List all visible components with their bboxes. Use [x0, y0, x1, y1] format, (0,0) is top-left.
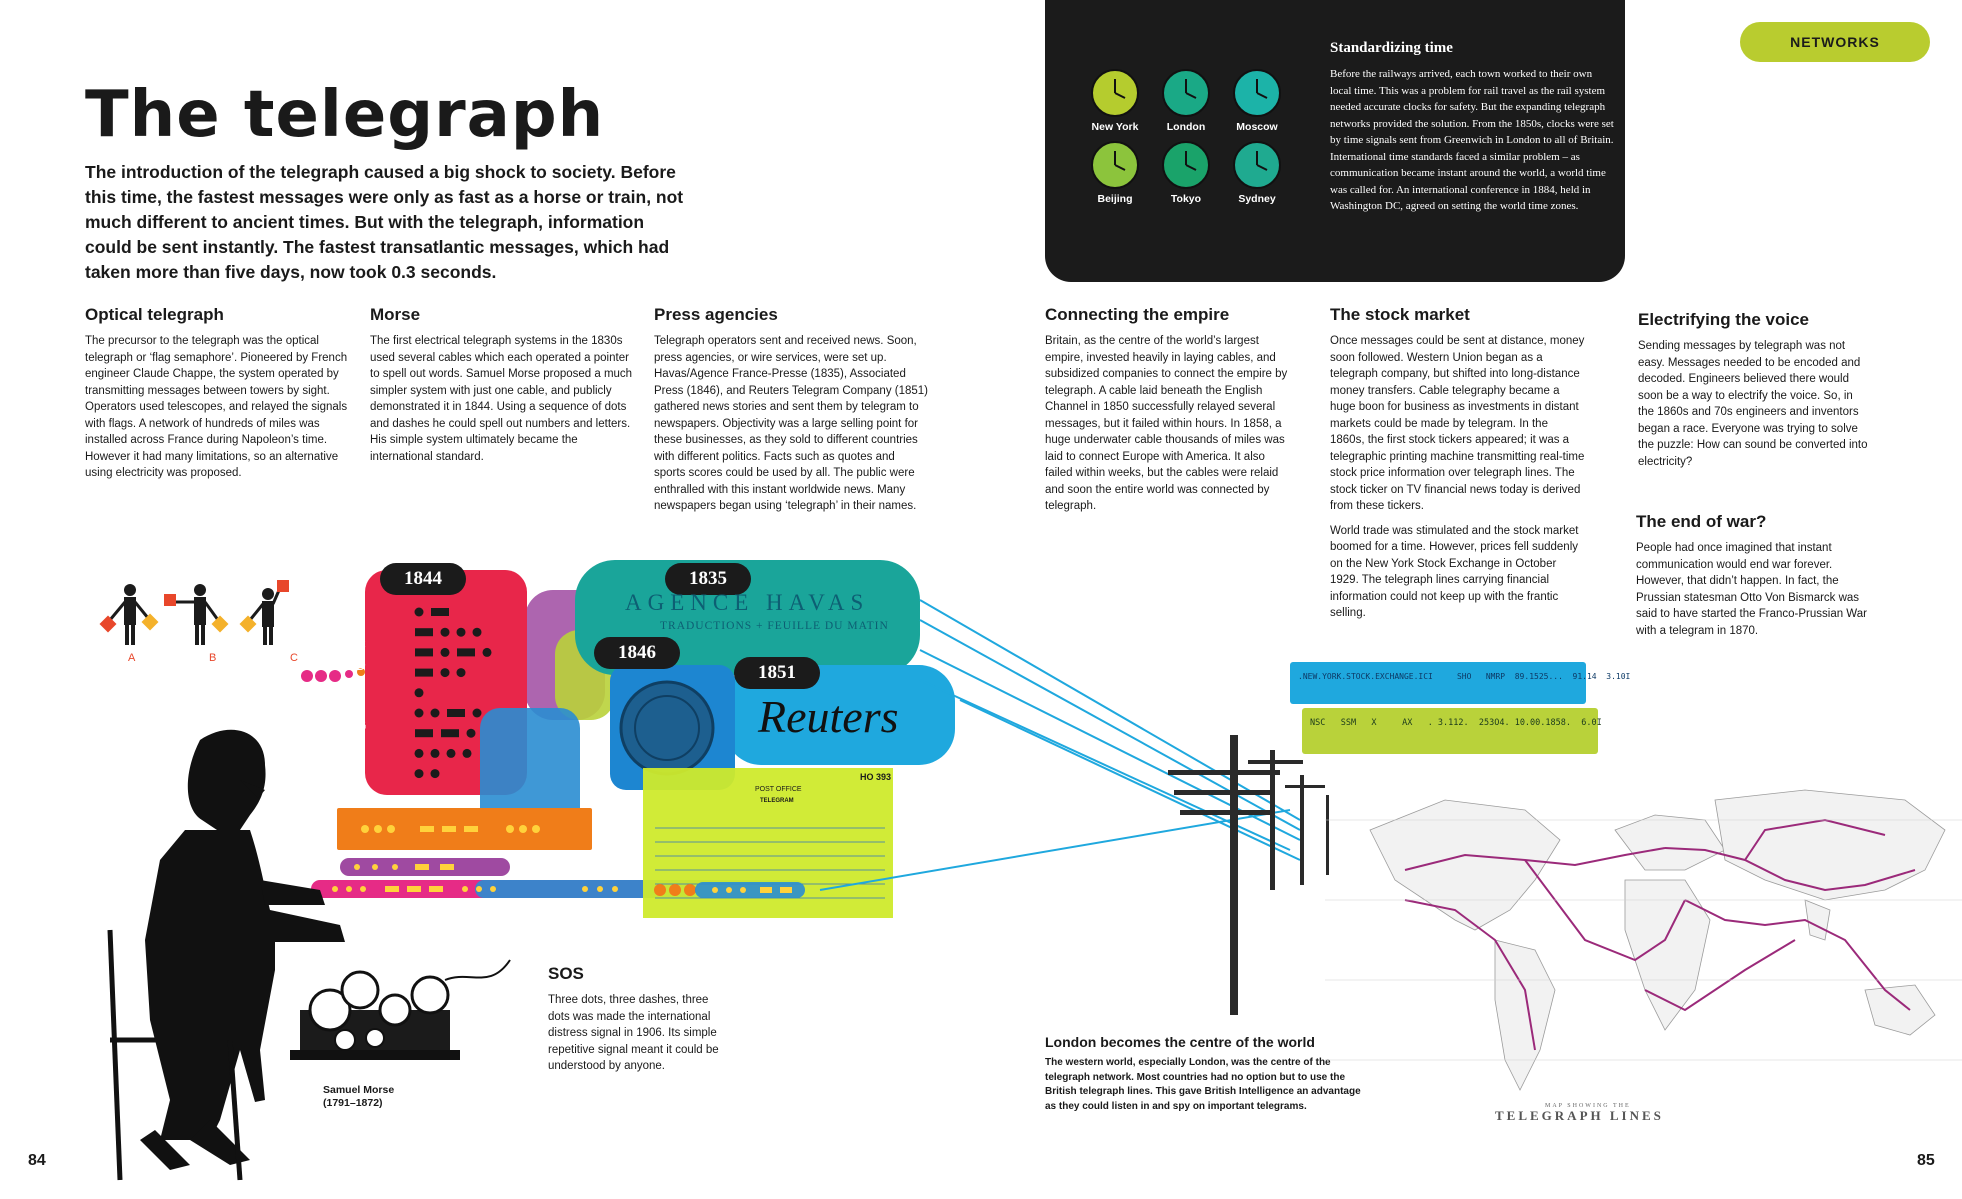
caption-name: Samuel Morse [323, 1084, 395, 1096]
section-morse [370, 305, 635, 465]
section-text: Three dots, three dashes, three dots was made the international distress signal in 1906. Its simple repetitive signal meant it could be understood by anyone. [548, 994, 719, 1072]
morse-dot [441, 648, 450, 657]
caption-title: London becomes the centre of the world [1045, 1034, 1315, 1050]
clock-icon [1161, 68, 1211, 118]
section-text: People had once imagined that instant communication would end war forever. However, that didn’t happen. In fact, the Prussian statesman Otto Von Bismarck was said to have started the Franco-Prussian War with a telegram in 1870. [1636, 542, 1867, 637]
clock-icon [1161, 140, 1211, 190]
year-1844-badge: 1844 [380, 563, 466, 595]
section-press-agencies [654, 305, 929, 515]
caption-dates: (1791–1872) [323, 1097, 383, 1109]
clock-london [1151, 68, 1221, 133]
morse-dash [415, 669, 433, 677]
map-label-small: MAP SHOWING THE [1545, 1103, 1631, 1109]
morse-letter: I [355, 757, 360, 775]
morse-dot [457, 668, 466, 677]
year-1846-badge: 1846 [594, 637, 680, 669]
telegram-label: TELEGRAM [760, 798, 794, 804]
section-text: Sending messages by telegraph was not easy. Messages needed to be encoded and decoded. Engineers believed there would soon be a way to electrify the voice. So, in the 1860s and 70s engineers and inventors began a race. Everyone was trying to solve the puzzle: How can sound be converted into electricity? [1638, 340, 1868, 468]
morse-dot [483, 648, 492, 657]
clock-icon [1232, 140, 1282, 190]
havas-logo-text: AGENCE HAVAS [625, 590, 870, 615]
semaphore-figure-b [164, 584, 228, 645]
clock-tokyo [1151, 140, 1221, 205]
ticker-text: NSC SSM X AX . 3.112. 253O4. 10.00.1858. 6.0I [1310, 718, 1602, 728]
standardizing-time-text: Before the railways arrived, each town worked to their own local time. This was a problem for rail travel as the rail system needed accurate clocks for safety. But the expanding telegraph networks provided the solution. From the 1850s, clocks were set by time signals sent from Greenwich in London to all of Britain. International time standards faced a similar problem – as communication became instant around the world, a world time was called for. An international conference in 1884, held in Washington DC, agreed on setting the world time zones. [1330, 68, 1614, 212]
networks-badge: NETWORKS [1740, 22, 1930, 62]
semaphore-figure-c [240, 580, 289, 645]
section-text: Britain, as the centre of the world’s largest empire, invested heavily in laying cables, and subsidized companies to connect the empire by telegraph. A cable laid beneath the English Channel in 1850 successfully relayed several messages, but it failed within hours. In 1858, a huge underwater cable thousands of miles was laid to connect Europe with America. It also failed within weeks, but the cables were relaid and soon the entire world was connected by telegraph. [1045, 335, 1288, 512]
clock-city-label: Beijing [1097, 193, 1133, 205]
morse-letter: F [355, 697, 365, 715]
samuel-morse-silhouette [90, 720, 530, 1180]
section-text: The first electrical telegraph systems in the 1830s used several cables which each operated a pointer to spell out words. Samuel Morse proposed a much simpler system with just one cable, and publicly demonstrated it in 1844. Using a sequence of dots and dashes he could spell out numbers and letters. His simple system ultimately became the international standard. [370, 335, 633, 463]
clock-icon [1232, 68, 1282, 118]
clock-icon [1090, 68, 1140, 118]
morse-figure [140, 730, 345, 1170]
section-title: Electrifying the voice [1638, 310, 1809, 329]
morse-letter: D [355, 656, 366, 674]
morse-letter: B [355, 616, 366, 634]
semaphore-figure-a [100, 584, 159, 645]
page-number-right: 85 [1917, 1152, 1935, 1169]
stock-ticker-tape-2 [1302, 708, 1602, 754]
morse-dot [431, 709, 440, 718]
morse-dash [431, 608, 449, 616]
clock-city-label: Moscow [1236, 121, 1278, 133]
morse-dash [447, 709, 465, 717]
intro-paragraph: The introduction of the telegraph caused a big shock to society. Before this time, the fastest messages were only as fast as a horse or train, not much different to ancient times. But with the telegraph, information could be sent instantly. The fastest transatlantic messages, which had taken more than five days, now took 0.3 seconds. [85, 162, 684, 282]
telegraph-world-map [1325, 760, 1962, 1140]
section-title: Press agencies [654, 305, 778, 324]
morse-letter: A [355, 596, 366, 613]
london-caption [1045, 1034, 1365, 1114]
morse-dot [415, 608, 424, 617]
morse-letter: C [355, 636, 366, 654]
morse-dash [415, 648, 433, 656]
morse-dot [415, 688, 424, 697]
map-label-title: TELEGRAPH LINES [1495, 1108, 1664, 1123]
section-optical-telegraph [85, 305, 350, 482]
clock-beijing [1080, 140, 1150, 205]
morse-dot [441, 668, 450, 677]
havas-subtitle: TRADUCTIONS + FEUILLE DU MATIN [660, 620, 889, 632]
morse-letter: G [355, 717, 367, 735]
semaphore-letter: C [290, 652, 298, 664]
page-title: The telegraph [85, 78, 605, 152]
stock-ticker-tape-1 [1290, 662, 1631, 704]
clock-city-label: London [1166, 121, 1206, 133]
clock-city-label: Sydney [1238, 193, 1276, 205]
section-text: World trade was stimulated and the stock market boomed for a time. However, prices fell suddenly on the New York Stock Exchange in October 1929. The telegraph lines carrying financial information could not keep up with the frantic selling. [1330, 524, 1579, 619]
year-1851-badge: 1851 [734, 657, 820, 689]
clock-city-label: New York [1091, 121, 1139, 133]
clock-city-label: Tokyo [1170, 193, 1202, 205]
section-title: The end of war? [1636, 512, 1767, 531]
semaphore-letter: B [209, 652, 217, 664]
morse-dot [473, 628, 482, 637]
section-text: Once messages could be sent at distance, money soon followed. Western Union began as a telegraph company, but shifted into long-distance money transfers. Cable telegraphy became a huge boon for business as investments in distant markets could be made by telegram. In the 1860s, the first stock tickers appeared; it was a telegraphic printing machine transmitting real-time stock price information over telegraph lines. The stock ticker on TV financial news today is derived from these tickers. [1330, 335, 1585, 512]
semaphore-letter: A [128, 652, 136, 664]
section-connecting-empire [1045, 305, 1295, 515]
morse-letter: H [355, 737, 366, 755]
reuters-logo-text: Reuters [758, 691, 899, 742]
morse-letter: E [355, 676, 366, 694]
telegram-code: HO 393 [860, 772, 892, 782]
standardizing-time-title: Standardizing time [1330, 40, 1453, 56]
section-title: Morse [370, 305, 421, 324]
clock-sydney [1222, 140, 1292, 205]
section-electrifying-voice [1638, 310, 1870, 470]
clock-new-york [1080, 68, 1150, 133]
clock-moscow [1222, 68, 1292, 133]
section-end-of-war [1636, 512, 1868, 639]
telegram-header: POST OFFICE [755, 786, 802, 793]
clock-icon [1090, 140, 1140, 190]
morse-dot [441, 628, 450, 637]
section-stock-market [1330, 305, 1585, 622]
telegraph-pole-icon [1168, 735, 1329, 1015]
section-text: Telegraph operators sent and received news. Soon, press agencies, or wire services, were set up. Havas/Agence France-Presse (1835), Associated Press (1846), and Reuters Telegram Company (1851) gathered news stories and sent them by telegram to newspapers. Objectivity was a large selling point for these businesses, as they sold to different countries with different politics. Facts such as quotes and sports scores could be used by all. The public were enthralled with this instant worldwide news. Many newspapers began using ‘telegraph’ in their names. [654, 335, 929, 512]
year-1835-badge: 1835 [665, 563, 751, 595]
telegraph-wires-pole [600, 600, 1380, 1030]
semaphore-letters [128, 652, 298, 664]
telegraph-machine-icon [290, 960, 510, 1060]
section-title: Connecting the empire [1045, 305, 1230, 324]
section-title: SOS [548, 964, 584, 983]
section-text: The precursor to the telegraph was the optical telegraph or ‘flag semaphore’. Pioneered by French engineer Claude Chappe, the system operated by transmitting messages between towers by sight. Operators used telescopes, and relayed the signals with flags. A network of hundreds of miles was installed across France during Napoleon’s time. However it had many limitations, so an alternative using electricity was proposed. [85, 335, 348, 479]
section-title: The stock market [1330, 305, 1470, 324]
ticker-text: .NEW.YORK.STOCK.EXCHANGE.ICI SHO NMRP 89.1525... 91.14 3.10I [1298, 672, 1631, 681]
morse-dot [473, 709, 482, 718]
morse-dash [415, 628, 433, 636]
caption-text: The western world, especially London, was the centre of the telegraph network. Most countries had no option but to use the British telegraph lines. This gave British Intelligence an advantage as they could listen in and spy on important telegrams. [1045, 1057, 1361, 1112]
morse-dot [415, 709, 424, 718]
morse-portrait-caption [323, 1084, 394, 1110]
telegraph-wires [820, 600, 1300, 890]
morse-dash [457, 648, 475, 656]
map-continents [1370, 790, 1945, 1090]
morse-dot [457, 628, 466, 637]
page-number-left: 84 [28, 1152, 46, 1169]
section-title: Optical telegraph [85, 305, 224, 324]
